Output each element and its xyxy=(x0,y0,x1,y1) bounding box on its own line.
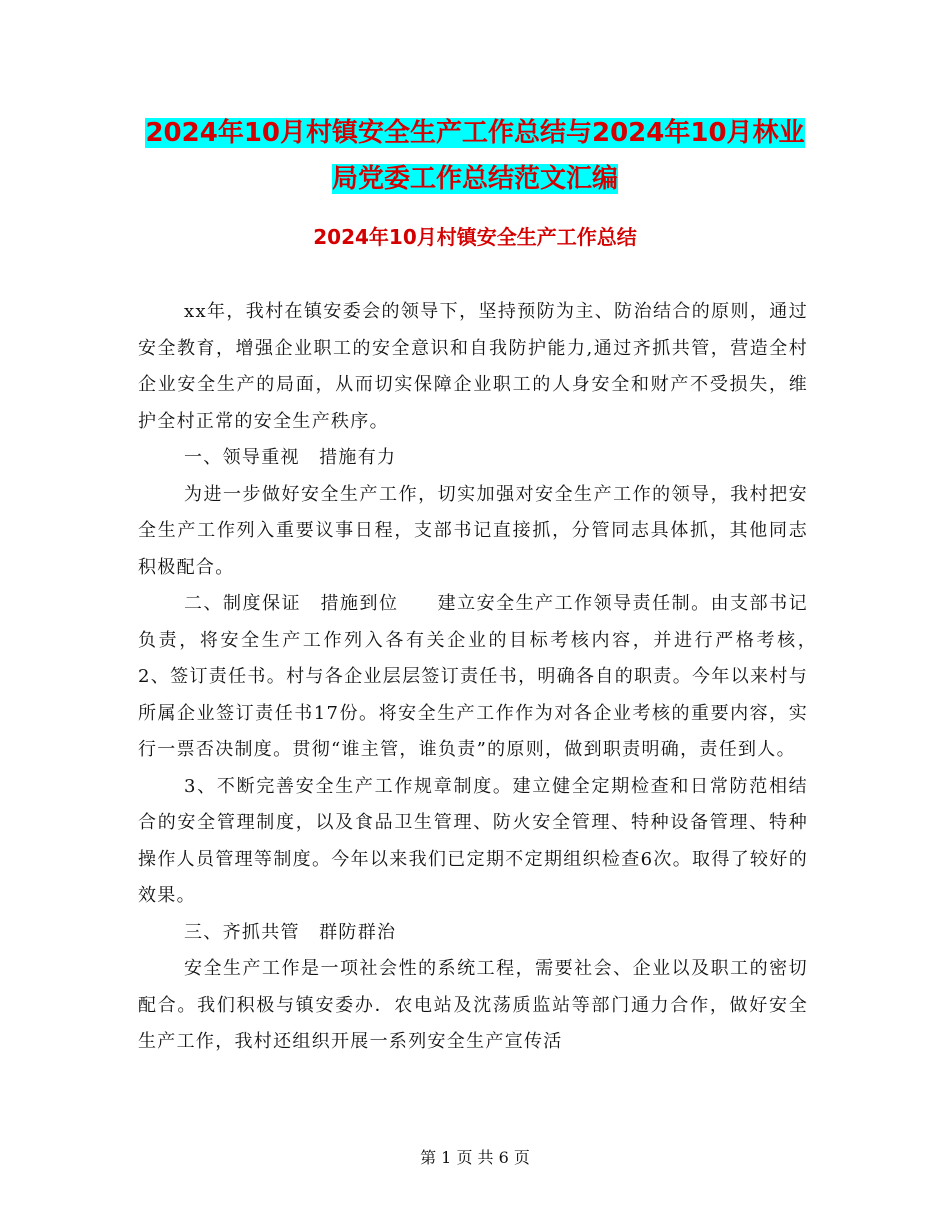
paragraph: 三、齐抓共管 群防群治 xyxy=(184,921,397,943)
paragraph: xx年，我村在镇安委会的领导下，坚持预防为主、防治结合的原则，通过安全教育，增强企业职工的安全意识和自我防护能力,通过齐抓共管，营造全村企业安全生产的局面，从而切实保障企业职工的人身安全和财产不受损失，维护全村正常的安全生产秩序。 xyxy=(138,301,808,432)
paragraph: 二、制度保证 措施到位 建立安全生产工作领导责任制。由支部书记负责，将安全生产工作列入各有关企业的目标考核内容，并进行严格考核， 2、签订责任书。村与各企业层层签订责任书，明确各自的职责。今年以来村与所属企业签订责任书17份。将安全生产工作作为对各企业考核的重要内容，实行一票否决制度。贯彻“谁主管，谁负责”的原则，做到职责明确，责任到人。 xyxy=(138,593,847,760)
paragraph: 3、不断完善安全生产工作规章制度。建立健全定期检查和日常防范相结合的安全管理制度，以及食品卫生管理、防火安全管理、特种设备管理、特种操作人员管理等制度。今年以来我们已定期不定期组织检查6次。取得了较好的效果。 xyxy=(138,775,808,906)
document-title xyxy=(140,110,810,202)
paragraph: 一、领导重视 措施有力 xyxy=(184,447,397,468)
page-footer: 第 1 页 共 6 页 xyxy=(420,1148,530,1167)
document-title-text: 2024年10月村镇安全生产工作总结与2024年10月林业局党委工作总结范文汇编 xyxy=(145,118,805,194)
paragraph: 安全生产工作是一项社会性的系统工程，需要社会、企业以及职工的密切配合。我们积极与镇安委办．农电站及沈荡质监站等部门通力合作，做好安全生产工作，我村还组织开展一系列安全生产宣传活 xyxy=(138,958,808,1052)
section-title: 2024年10月村镇安全生产工作总结 xyxy=(313,225,637,249)
paragraph: 为进一步做好安全生产工作，切实加强对安全生产工作的领导，我村把安全生产工作列入重要议事日程，支部书记直接抓，分管同志具体抓，其他同志积极配合。 xyxy=(138,483,808,578)
document-body xyxy=(138,294,847,1061)
